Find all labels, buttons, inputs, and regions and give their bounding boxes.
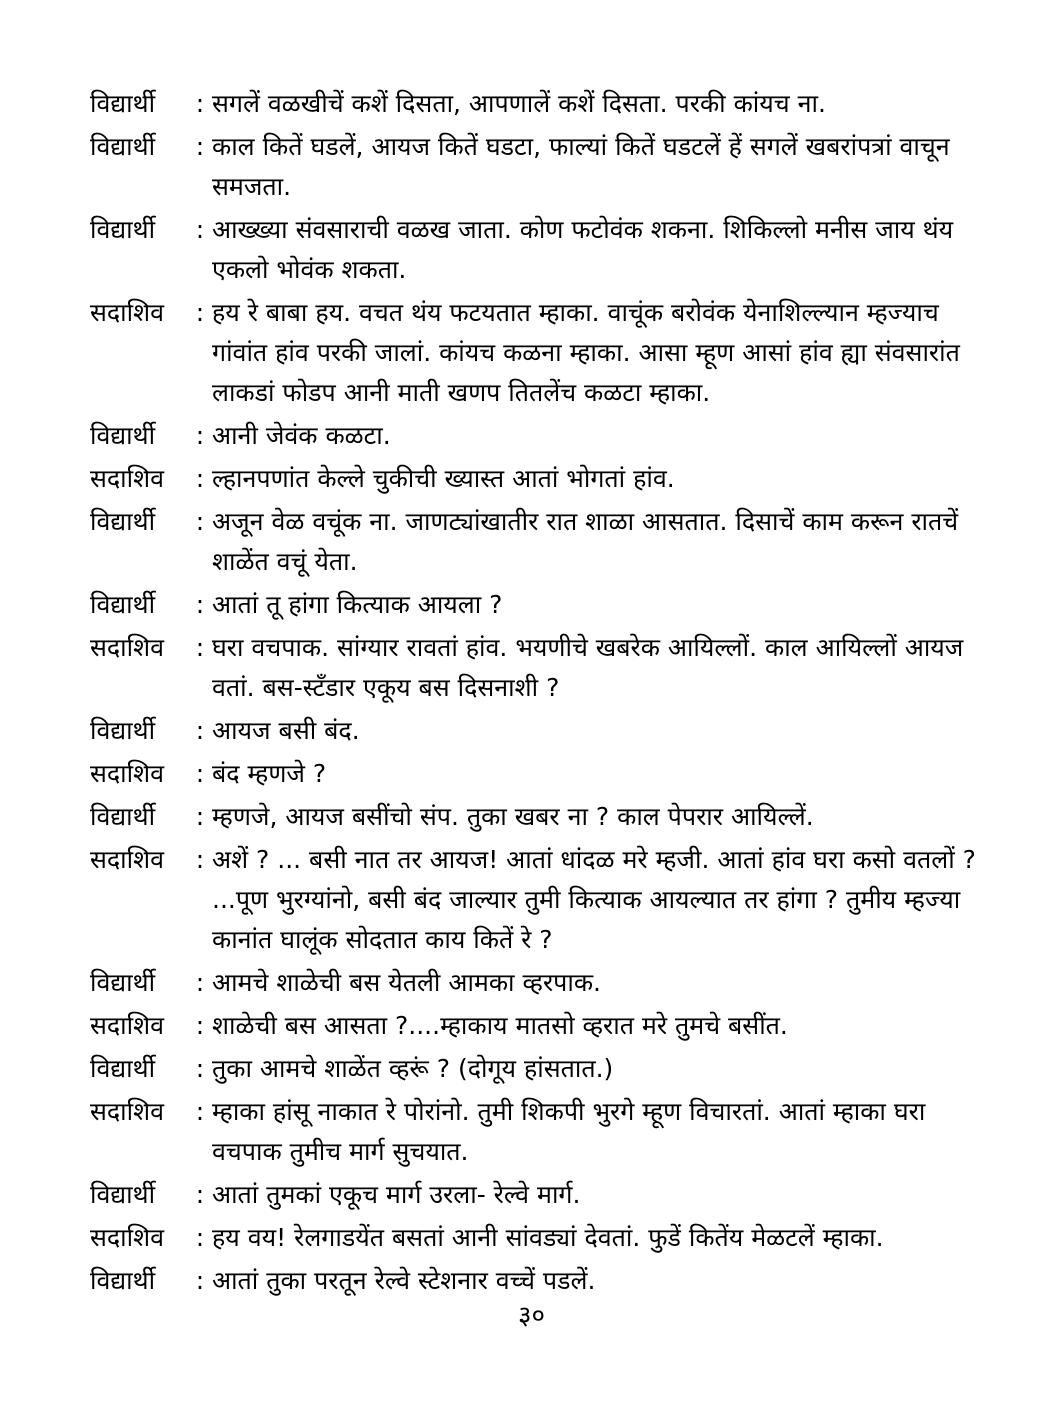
dialogue-text: आनी जेवंक कळटा. bbox=[212, 421, 391, 450]
speaker-colon: : bbox=[195, 464, 205, 493]
speaker-name: विद्यार्थी bbox=[90, 132, 156, 161]
dialogue-text: आतां तू हांगा कित्याक आयला ? bbox=[212, 590, 503, 619]
dialogue-row bbox=[90, 1175, 978, 1215]
speaker-colon: : bbox=[195, 215, 205, 244]
dialogue-text: घरा वचपाक. सांग्यार रावतां हांव. भयणीचे खबरेक आयिल्लों. काल आयिल्लों आयज वतां. बस-स्टँडार एकूय बस दिसनाशी ? bbox=[212, 633, 964, 702]
page-number: ३० bbox=[517, 1301, 546, 1331]
speaker-name: विद्यार्थी bbox=[90, 1180, 156, 1209]
speaker-colon: : bbox=[195, 1223, 205, 1252]
dialogue-text: अजून वेळ वचूंक ना. जाणट्यांखातीर रात शाळा आसतात. दिसाचें काम करून रातचें शाळेंत वचूं येता. bbox=[212, 507, 959, 576]
dialogue-row bbox=[90, 1049, 978, 1089]
speaker-colon: : bbox=[195, 845, 205, 874]
speaker-name: विद्यार्थी bbox=[90, 1054, 156, 1083]
speaker-colon: : bbox=[195, 1011, 205, 1040]
dialogue-text: म्हणजे, आयज बसींचो संप. तुका खबर ना ? काल पेपरार आयिल्लें. bbox=[212, 802, 814, 831]
dialogue-row bbox=[90, 416, 978, 456]
speaker-name: सदाशिव bbox=[90, 1011, 165, 1040]
speaker-colon: : bbox=[195, 1266, 205, 1295]
dialogue-text: शाळेची बस आसता ?....म्हाकाय मातसो व्हरात मरे तुमचे बसींत. bbox=[212, 1011, 788, 1040]
dialogue-row bbox=[90, 293, 978, 413]
dialogue-row bbox=[90, 797, 978, 837]
dialogue-row bbox=[90, 840, 978, 960]
dialogue-row bbox=[90, 628, 978, 708]
speaker-name: सदाशिव bbox=[90, 1097, 165, 1126]
speaker-name: विद्यार्थी bbox=[90, 89, 156, 118]
dialogue-text: अशें ? ... बसी नात तर आयज! आतां धांदळ मरे म्हजी. आतां हांव घरा कसो वतलों ? ...पूण भुरग्यांनो, बसी बंद जाल्यार तुमी कित्याक आयल्यात तर हांगा ? तुमीय म्हज्या कानांत घालूंक सोदतात काय कितें रे ? bbox=[212, 845, 976, 954]
speaker-name: विद्यार्थी bbox=[90, 968, 156, 997]
speaker-name: सदाशिव bbox=[90, 1223, 165, 1252]
dialogue-text: आतां तुमकां एकूच मार्ग उरला- रेल्वे मार्ग. bbox=[212, 1180, 581, 1209]
speaker-name: विद्यार्थी bbox=[90, 507, 156, 536]
dialogue-text: आयज बसी बंद. bbox=[212, 716, 360, 745]
dialogue-row bbox=[90, 459, 978, 499]
speaker-name: सदाशिव bbox=[90, 298, 165, 327]
dialogue-text: हय रे बाबा हय. वचत थंय फटयतात म्हाका. वाचूंक बरोवंक येनाशिल्ल्यान म्हज्याच गांवांत हांव परकी जालां. कांयच कळना म्हाका. आसा म्हूण आसां हांव ह्या संवसारांत लाकडां फोडप आनी माती खणप तितलेंच कळटा म्हाका. bbox=[212, 298, 960, 407]
speaker-colon: : bbox=[195, 716, 205, 745]
dialogue-row bbox=[90, 711, 978, 751]
dialogue-row bbox=[90, 585, 978, 625]
dialogue-row bbox=[90, 1092, 978, 1172]
dialogue-text: ल्हानपणांत केल्ले चुकीची ख्यास्त आतां भोगतां हांव. bbox=[212, 464, 675, 493]
speaker-colon: : bbox=[195, 1054, 205, 1083]
speaker-colon: : bbox=[195, 590, 205, 619]
speaker-name: विद्यार्थी bbox=[90, 716, 156, 745]
dialogue-text: आतां तुका परतून रेल्वे स्टेशनार वच्चें पडलें. bbox=[212, 1266, 596, 1295]
speaker-name: सदाशिव bbox=[90, 759, 165, 788]
dialogue-text: सगलें वळखीचें कशें दिसता, आपणालें कशें दिसता. परकी कांयच ना. bbox=[212, 89, 826, 118]
dialogue-text: तुका आमचे शाळेंत व्हरूं ? (दोगूय हांसतात.) bbox=[212, 1054, 614, 1083]
speaker-colon: : bbox=[195, 1097, 205, 1126]
dialogue-text: काल कितें घडलें, आयज कितें घडटा, फाल्यां कितें घडटलें हें सगलें खबरांपत्रां वाचून समजता. bbox=[212, 132, 950, 201]
dialogue-text: हय वय! रेलगाडयेंत बसतां आनी सांवड्यां देवतां. फुडें कितेंय मेळटलें म्हाका. bbox=[212, 1223, 884, 1252]
dialogue-row bbox=[90, 1218, 978, 1258]
dialogue-row bbox=[90, 963, 978, 1003]
speaker-name: विद्यार्थी bbox=[90, 1266, 156, 1295]
speaker-colon: : bbox=[195, 633, 205, 662]
speaker-colon: : bbox=[195, 759, 205, 788]
speaker-colon: : bbox=[195, 1180, 205, 1209]
speaker-colon: : bbox=[195, 132, 205, 161]
dialogue-row bbox=[90, 1006, 978, 1046]
dialogue-text: बंद म्हणजे ? bbox=[212, 759, 327, 788]
speaker-name: सदाशिव bbox=[90, 845, 165, 874]
dialogue-row bbox=[90, 84, 978, 124]
dialogue-row bbox=[90, 754, 978, 794]
speaker-colon: : bbox=[195, 421, 205, 450]
speaker-name: विद्यार्थी bbox=[90, 215, 156, 244]
speaker-colon: : bbox=[195, 507, 205, 536]
dialogue-text: आमचे शाळेची बस येतली आमका व्हरपाक. bbox=[212, 968, 602, 997]
dialogue-row bbox=[90, 127, 978, 207]
dialogue-row bbox=[90, 502, 978, 582]
speaker-colon: : bbox=[195, 298, 205, 327]
speaker-name: सदाशिव bbox=[90, 633, 165, 662]
dialogue-row bbox=[90, 210, 978, 290]
dialogue-text: आख्ख्या संवसाराची वळख जाता. कोण फटोवंक शकना. शिकिल्लो मनीस जाय थंय एकलो भोवंक शकता. bbox=[212, 215, 954, 284]
speaker-name: सदाशिव bbox=[90, 464, 165, 493]
speaker-colon: : bbox=[195, 89, 205, 118]
speaker-colon: : bbox=[195, 968, 205, 997]
speaker-name: विद्यार्थी bbox=[90, 590, 156, 619]
speaker-name: विद्यार्थी bbox=[90, 421, 156, 450]
speaker-name: विद्यार्थी bbox=[90, 802, 156, 831]
dialogue-row bbox=[90, 1261, 978, 1301]
dialogue-text: म्हाका हांसू नाकात रे पोरांनो. तुमी शिकपी भुरगे म्हूण विचारतां. आतां म्हाका घरा वचपाक तुमीच मार्ग सुचयात. bbox=[212, 1097, 926, 1166]
speaker-colon: : bbox=[195, 802, 205, 831]
